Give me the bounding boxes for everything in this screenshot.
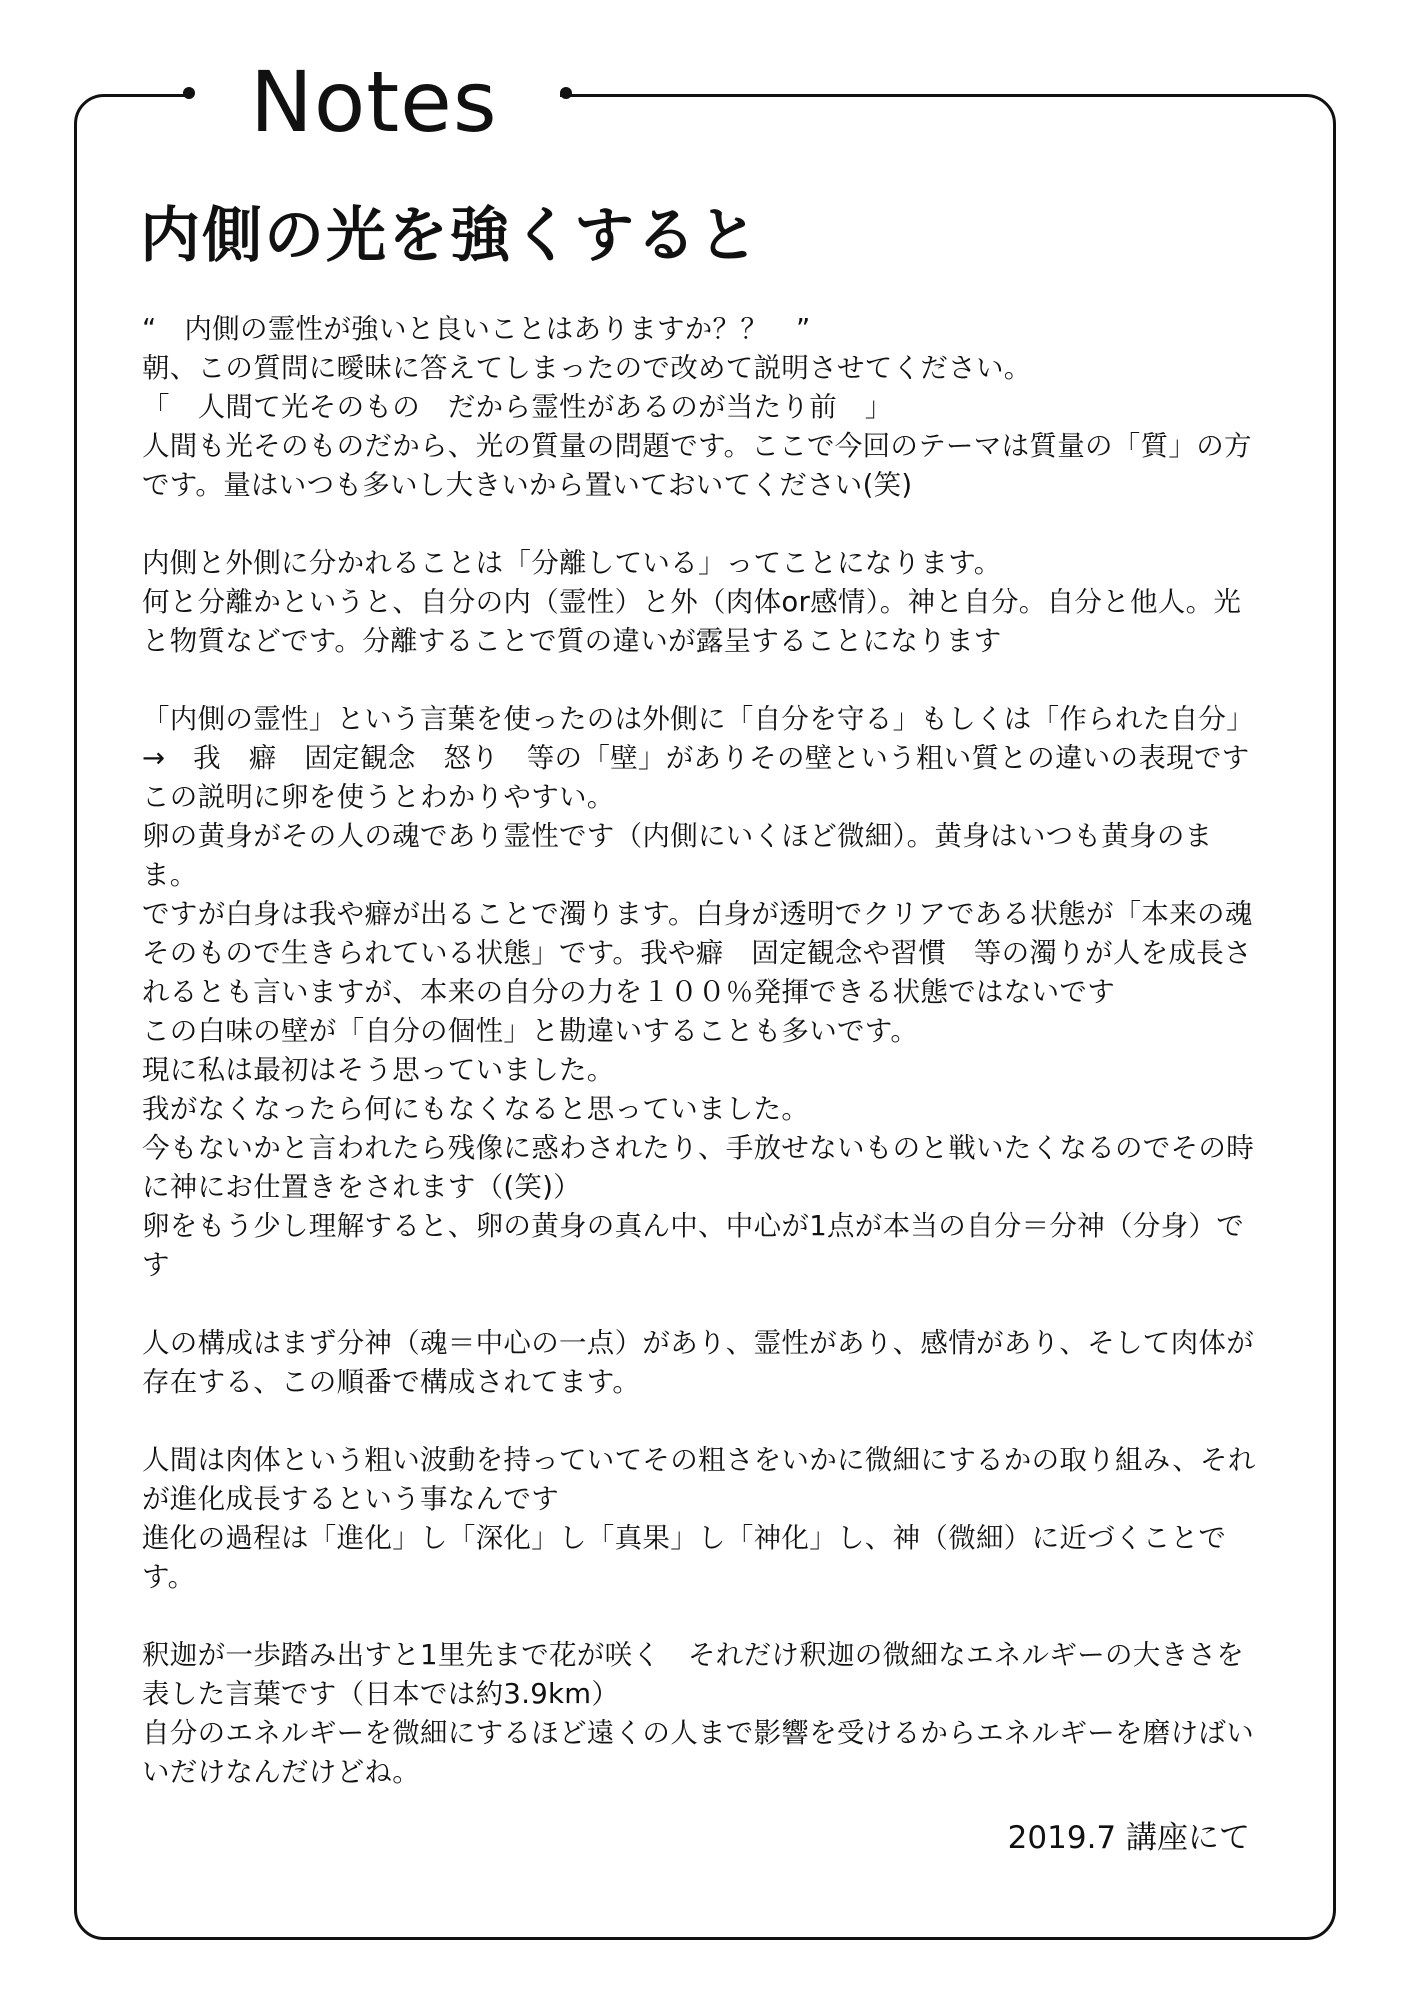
body-line: 人の構成はまず分神（魂＝中心の一点）があり、霊性があり、感情があり、そして肉体が: [142, 1327, 1254, 1359]
body-line: 表した言葉です（日本では約3.9km）: [142, 1678, 620, 1710]
body-line: この説明に卵を使うとわかりやすい。: [142, 781, 615, 813]
body-line: そのもので生きられている状態」です。我や癖 固定観念や習慣 等の濁りが人を成長さ: [142, 937, 1252, 969]
body-line: れるとも言いますが、本来の自分の力を１００％発揮できる状態ではないです: [142, 976, 1115, 1008]
body-line: 自分のエネルギーを微細にするほど遠くの人まで影響を受けるからエネルギーを磨けばい: [142, 1717, 1254, 1749]
page-title: 内側の光を強くすると: [140, 201, 760, 271]
body-line: → 我 癖 固定観念 怒り 等の「壁」がありその壁という粗い質との違いの表現です: [142, 742, 1250, 774]
body-line: この白味の壁が「自分の個性」と勘違いすることも多いです。: [142, 1015, 919, 1047]
body-line: 人間は肉体という粗い波動を持っていてその粗さをいかに微細にするかの取り組み、それ: [142, 1444, 1256, 1476]
blank-line: [142, 1597, 1292, 1636]
body-line: す。: [142, 1561, 196, 1593]
body-line: 我がなくなったら何にもなくなると思っていました。: [142, 1093, 810, 1125]
body-line: 「内側の霊性」という言葉を使ったのは外側に「自分を守る」もしくは「作られた自分」: [142, 703, 1254, 735]
body-line: と物質などです。分離することで質の違いが露呈することになります: [142, 625, 1002, 657]
body-line: が進化成長するという事なんです: [142, 1483, 559, 1515]
body-text: [142, 310, 1292, 1792]
frame-dot-right: [560, 87, 572, 99]
body-line: ま。: [142, 859, 198, 891]
blank-line: [142, 1402, 1292, 1441]
blank-line: [142, 1285, 1292, 1324]
body-line: ですが白身は我や癖が出ることで濁ります。白身が透明でクリアである状態が「本来の魂: [142, 898, 1253, 930]
blank-line: [142, 505, 1292, 544]
body-line: 朝、この質問に曖昧に答えてしまったので改めて説明させてください。: [142, 352, 1032, 384]
body-line: 人間も光そのものだから、光の質量の問題です。ここで今回のテーマは質量の「質」の方: [142, 430, 1252, 462]
blank-line: [142, 661, 1292, 700]
body-line: 何と分離かというと、自分の内（霊性）と外（肉体or感情）。神と自分。自分と他人。光: [142, 586, 1242, 618]
body-line: 現に私は最初はそう思っていました。: [142, 1054, 615, 1086]
body-line: です。量はいつも多いし大きいから置いておいてください(笑): [142, 469, 913, 501]
body-line: 内側と外側に分かれることは「分離している」ってことになります。: [142, 547, 1002, 579]
body-line: “ 内側の霊性が強いと良いことはありますか？？ ”: [142, 313, 811, 345]
body-line: 卵をもう少し理解すると、卵の黄身の真ん中、中心が1点が本当の自分＝分神（分身）で: [142, 1210, 1244, 1242]
body-line: いだけなんだけどね。: [142, 1756, 420, 1788]
footer-date: 2019.7 講座にて: [1007, 1820, 1250, 1856]
body-line: 進化の過程は「進化」し「深化」し「真果」し「神化」し、神（微細）に近づくことで: [142, 1522, 1227, 1554]
body-line: に神にお仕置きをされます（(笑)）: [142, 1171, 582, 1203]
body-line: 釈迦が一歩踏み出すと1里先まで花が咲く それだけ釈迦の微細なエネルギーの大きさを: [142, 1639, 1244, 1671]
notes-heading: Notes: [250, 53, 498, 151]
body-line: 存在する、この順番で構成されてます。: [142, 1366, 641, 1398]
body-line: 「 人間て光そのもの だから霊性があるのが当たり前 」: [142, 391, 893, 423]
body-line: 卵の黄身がその人の魂であり霊性です（内側にいくほど微細）。黄身はいつも黄身のま: [142, 820, 1213, 852]
frame-dot-left: [183, 87, 195, 99]
body-line: す: [142, 1249, 170, 1281]
body-line: 今もないかと言われたら残像に惑わされたり、手放せないものと戦いたくなるのでその時: [142, 1132, 1254, 1164]
